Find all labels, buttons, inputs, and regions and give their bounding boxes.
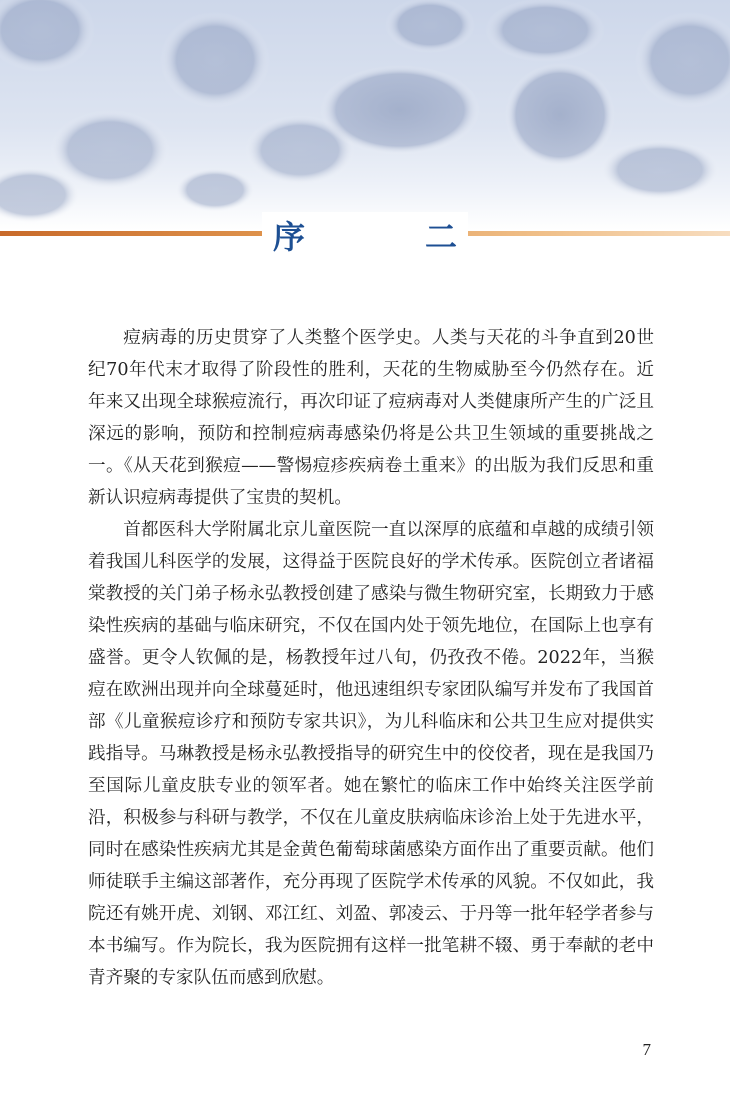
paragraph: 首都医科大学附属北京儿童医院一直以深厚的底蕴和卓越的成绩引领着我国儿科医学的发展，这得益于医院良好的学术传承。医院创立者诸福棠教授的关门弟子杨永弘教授创建了感染与微生物研究室，长期致力于感染性疾病的基础与临床研究，不仅在国内处于领先地位，在国际上也享有盛誉。更令人钦佩的是，杨教授年过八旬，仍孜孜不倦。2022年，当猴痘在欧洲出现并向全球蔓延时，他迅速组织专家团队编写并发布了我国首部《儿童猴痘诊疗和预防专家共识》，为儿科临床和公共卫生应对提供实践指导。马琳教授是杨永弘教授指导的研究生中的佼佼者，现在是我国乃至国际儿童皮肤专业的领军者。她在繁忙的临床工作中始终关注医学前沿，积极参与科研与教学，不仅在儿童皮肤病临床诊治上处于先进水平，同时在感染性疾病尤其是金黄色葡萄球菌感染方面作出了重要贡献。他们师徒联手主编这部著作，充分再现了医院学术传承的风貌。不仅如此，我院还有姚开虎、刘钢、邓江红、刘盈、郭凌云、于丹等一批年轻学者参与本书编写。作为院长，我为医院拥有这样一批笔耕不辍、勇于奉献的老中青齐聚的专家队伍而感到欣慰。	[88, 520, 654, 988]
virus-particles-illustration	[0, 0, 730, 230]
title-box	[262, 212, 501, 258]
preface-body	[88, 322, 654, 994]
header-microscopy-image	[0, 0, 730, 230]
paragraph: 痘病毒的历史贯穿了人类整个医学史。人类与天花的斗争直到20世纪70年代末才取得了阶段性的胜利，天花的生物威胁至今仍然存在。近年来又出现全球猴痘流行，再次印证了痘病毒对人类健康所产生的广泛且深远的影响，预防和控制痘病毒感染仍将是公共卫生领域的重要挑战之一。《从天花到猴痘——警惕痘疹疾病卷土重来》的出版为我们反思和重新认识痘病毒提供了宝贵的契机。	[88, 328, 654, 508]
page-number: 7	[642, 1040, 651, 1059]
page-title: 序 二	[272, 218, 501, 256]
